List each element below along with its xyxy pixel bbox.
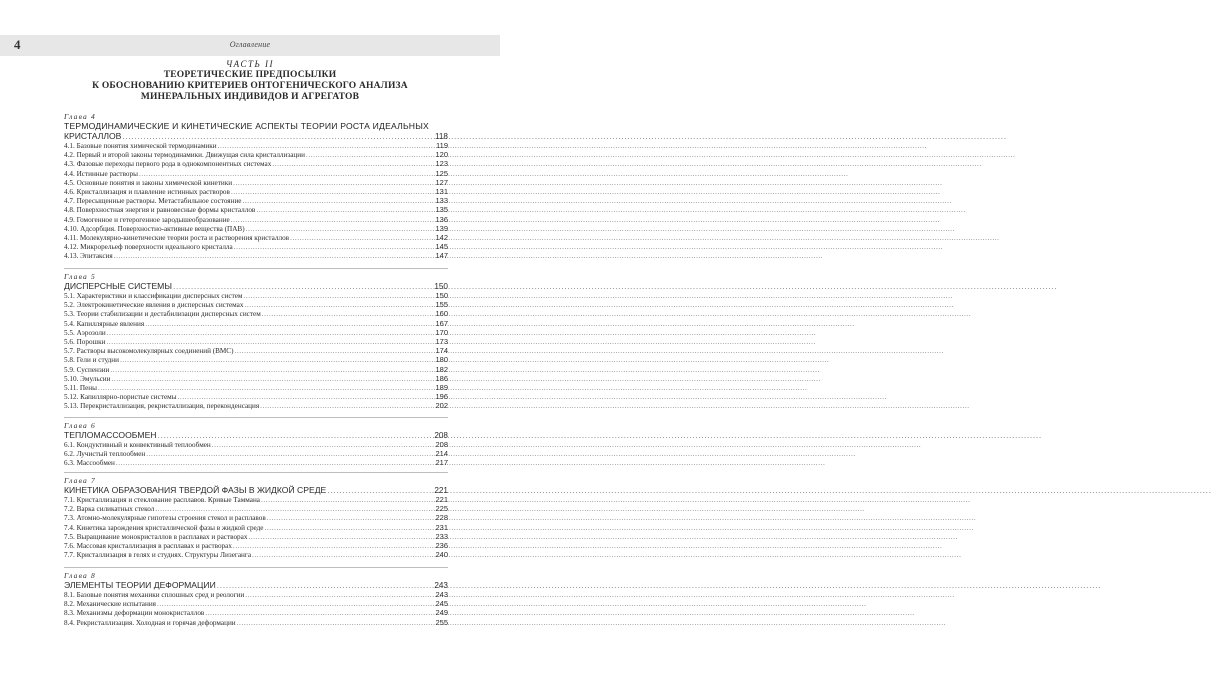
leader-dots	[231, 216, 435, 225]
entry-title: 5.10. Эмульсии	[64, 374, 111, 383]
page-ref: 123	[435, 159, 448, 169]
leader-dots	[234, 243, 435, 252]
page-ref: 249	[435, 608, 448, 618]
page-ref: 136	[435, 214, 448, 224]
leader-dots	[145, 320, 434, 329]
part-title-line: МИНЕРАЛЬНЫХ ИНДИВИДОВ И АГРЕГАТОВ	[140, 92, 360, 102]
leader-dots	[212, 441, 435, 450]
page-ref: 245	[435, 599, 448, 609]
chapter-title-row[interactable]	[64, 485, 448, 495]
toc-entry[interactable]	[64, 383, 448, 392]
entry-title: 8.2. Механические испытания	[64, 600, 156, 609]
leader-dots	[260, 402, 434, 411]
entry-title: 4.3. Фазовые переходы первого рода в однокомпонентных системах	[64, 160, 272, 169]
entry-title: 4.13. Эпитаксия	[64, 252, 113, 261]
chapter-title-cont: КРИСТАЛЛОВ	[64, 131, 122, 141]
chapter-title: КИНЕТИКА ОБРАЗОВАНИЯ ТВЕРДОЙ ФАЗЫ В ЖИДКОЙ СРЕДЕ	[64, 485, 327, 495]
chapter-8	[64, 571, 448, 627]
page-ref: 142	[435, 232, 448, 242]
toc-entry[interactable]	[64, 550, 448, 559]
entry-list	[64, 495, 448, 559]
page-ref: 214	[435, 449, 448, 459]
entry-title: 7.1. Кристаллизация и стеклование расплавов. Кривые Таммана	[64, 496, 260, 504]
toc-entry[interactable]	[64, 224, 448, 233]
chapter-label: Глава 4	[64, 112, 96, 121]
chapter-title-row[interactable]	[64, 131, 448, 141]
page-ref: 255	[435, 617, 448, 627]
entry-title: 5.6. Порошки	[64, 337, 106, 346]
leader-dots	[173, 281, 433, 291]
leader-dots	[264, 524, 434, 533]
page-ref: 180	[435, 355, 448, 365]
chapter-title: ЭЛЕМЕНТЫ ТЕОРИИ ДЕФОРМАЦИИ	[64, 580, 216, 590]
chapter-4	[64, 112, 448, 260]
page-ref: 145	[435, 242, 448, 252]
entry-title: 6.1. Кондуктивный и конвективный теплообмен	[64, 441, 211, 449]
page-ref: 127	[435, 177, 448, 187]
leader-dots	[205, 609, 434, 618]
toc-entry[interactable]	[64, 392, 448, 401]
entry-list	[64, 440, 448, 468]
toc-entry[interactable]	[64, 150, 448, 159]
leader-dots	[246, 225, 435, 234]
chapter-title-row[interactable]	[64, 430, 448, 440]
toc-entry[interactable]	[64, 328, 448, 337]
leader-dots	[122, 131, 434, 141]
toc-entry[interactable]	[64, 504, 448, 513]
toc-entry[interactable]	[64, 215, 448, 224]
entry-title: 5.1. Характеристики и классификации дисперсных систем	[64, 292, 243, 300]
leader-dots	[217, 580, 434, 590]
page-ref: 120	[435, 150, 448, 160]
part-title-line: ТЕОРЕТИЧЕСКИЕ ПРЕДПОСЫЛКИ	[163, 70, 337, 80]
entry-list	[64, 141, 448, 260]
leader-dots	[262, 310, 435, 319]
leader-dots	[290, 234, 434, 243]
part-heading	[60, 59, 440, 103]
toc-entry[interactable]	[64, 374, 448, 383]
toc-entry[interactable]	[64, 300, 448, 309]
toc-entry[interactable]	[64, 346, 448, 355]
page-ref: 133	[435, 196, 448, 206]
chapter-label: Глава 6	[64, 421, 96, 430]
page-ref: 189	[435, 382, 448, 392]
divider	[64, 472, 448, 473]
toc-entry[interactable]	[64, 401, 448, 410]
leader-dots	[233, 179, 434, 188]
leader-dots	[248, 533, 434, 542]
page-ref: 225	[435, 504, 448, 514]
running-head: Оглавление	[229, 40, 271, 49]
leader-dots	[110, 366, 434, 375]
chapter-label: Глава 5	[64, 272, 96, 281]
leader-dots	[327, 485, 433, 495]
page-number: 4	[14, 37, 21, 52]
page-ref: 173	[435, 336, 448, 346]
entry-title: 5.13. Перекристаллизация, рекристаллизация, переконденсация	[64, 402, 260, 411]
entry-title: 7.2. Варка силикатных стекол	[64, 505, 155, 514]
toc-entry[interactable]	[64, 291, 448, 300]
page-ref: 228	[435, 513, 448, 523]
leader-dots	[256, 206, 434, 215]
leader-dots	[114, 252, 435, 261]
leader-dots	[157, 600, 435, 609]
page-ref: 125	[435, 168, 448, 178]
leader-dots	[218, 142, 435, 151]
leader-dots	[231, 188, 435, 197]
page-ref: 139	[435, 223, 448, 233]
leader-dots	[98, 384, 435, 393]
divider	[64, 268, 448, 269]
entry-title: 5.8. Гели и студни	[64, 356, 119, 365]
toc-entry[interactable]	[64, 532, 448, 541]
toc-entry[interactable]	[64, 513, 448, 522]
page-ref: 240	[435, 550, 448, 560]
page-ref: 196	[435, 392, 448, 402]
toc-entry[interactable]	[64, 196, 448, 205]
page-ref: 186	[435, 373, 448, 383]
entry-title: 7.7. Кристаллизация в гелях и студнях. Структуры Лизеганга	[64, 551, 252, 560]
entry-title: 5.2. Электрокинетические явления в дисперсных системах	[64, 301, 244, 310]
leader-dots	[116, 459, 435, 468]
page-ref: 170	[435, 327, 448, 337]
entry-title: 5.5. Аэрозоли	[64, 328, 106, 337]
page-ref: 150	[434, 282, 448, 291]
toc-entry[interactable]	[64, 449, 448, 458]
chapter-title: ДИСПЕРСНЫЕ СИСТЕМЫ	[64, 281, 172, 291]
toc-entry[interactable]	[64, 590, 448, 599]
leader-dots	[237, 619, 435, 628]
page-ref: 147	[435, 251, 448, 261]
page-ref: 208	[434, 431, 448, 440]
leader-dots	[306, 151, 435, 160]
toc-entry[interactable]	[64, 618, 448, 627]
toc-entry[interactable]	[64, 205, 448, 214]
toc-entry[interactable]	[64, 169, 448, 178]
entry-title: 7.6. Массовая кристаллизация в расплавах и растворах	[64, 541, 232, 550]
leader-dots	[155, 505, 434, 514]
entry-title: 8.1. Базовые понятия механики сплошных сред и реологии	[64, 591, 245, 599]
toc-entry[interactable]	[64, 337, 448, 346]
entry-title: 5.4. Капиллярные явления	[64, 319, 145, 328]
page-ref: 182	[435, 364, 448, 374]
divider	[64, 417, 448, 418]
leader-dots	[106, 338, 434, 347]
chapter-title: ТЕРМОДИНАМИЧЕСКИЕ И КИНЕТИЧЕСКИЕ АСПЕКТЫ ТЕОРИИ РОСТА ИДЕАЛЬНЫХ	[64, 121, 429, 131]
page-ref: 202	[435, 401, 448, 411]
page-ref: 135	[435, 205, 448, 215]
part-title-line: К ОБОСНОВАНИЮ КРИТЕРИЕВ ОНТОГЕНИЧЕСКОГО АНАЛИЗА	[92, 81, 408, 91]
leader-dots	[158, 430, 434, 440]
page-ref: 243	[435, 590, 448, 599]
leader-dots	[272, 160, 434, 169]
toc-entry[interactable]	[64, 495, 448, 504]
page-ref: 131	[435, 186, 448, 196]
toc-entry[interactable]	[64, 608, 448, 617]
toc-entry[interactable]	[64, 178, 448, 187]
toc-entry[interactable]	[64, 355, 448, 364]
page-ref: 221	[435, 495, 448, 504]
page-ref: 150	[435, 291, 448, 300]
page-ref: 231	[435, 522, 448, 532]
page-ref: 119	[436, 141, 448, 150]
page-ref: 167	[435, 318, 448, 328]
entry-title: 5.12. Капиллярно-пористые системы	[64, 393, 177, 402]
toc-entry[interactable]	[64, 141, 448, 150]
chapter-6	[64, 421, 448, 468]
toc-entry[interactable]	[64, 309, 448, 318]
page-ref: 221	[434, 486, 448, 495]
chapter-label: Глава 8	[64, 571, 96, 580]
toc-entry[interactable]	[64, 440, 448, 449]
entry-title: 5.7. Растворы высокомолекулярных соединений (ВМС)	[64, 347, 234, 356]
chapter-title-row[interactable]	[64, 281, 448, 291]
entry-title: 5.9. Суспензии	[64, 365, 110, 374]
leader-dots	[139, 170, 435, 179]
divider	[64, 567, 448, 568]
leader-dots	[267, 514, 435, 523]
page-ref: 155	[435, 300, 448, 310]
entry-title: 4.2. Первый и второй законы термодинамики. Движущая сила кристаллизации	[64, 151, 305, 160]
page-ref: 160	[435, 309, 448, 319]
toc-entry[interactable]	[64, 458, 448, 467]
chapter-label: Глава 7	[64, 476, 96, 485]
toc-entry[interactable]	[64, 159, 448, 168]
chapter-7	[64, 476, 448, 559]
toc-entry[interactable]	[64, 233, 448, 242]
chapter-title-row[interactable]	[64, 580, 448, 590]
leader-dots	[146, 450, 434, 459]
page-ref: 217	[435, 458, 448, 468]
toc-entry[interactable]	[64, 365, 448, 374]
toc-entry[interactable]	[64, 523, 448, 532]
page-ref: 236	[435, 540, 448, 550]
entry-title: 8.4. Рекристаллизация. Холодная и горячая деформации	[64, 618, 236, 627]
entry-list	[64, 291, 448, 410]
entry-title: 4.8. Поверхностная энергия и равновесные формы кристаллов	[64, 206, 256, 215]
leader-dots	[243, 197, 435, 206]
entry-title: 6.2. Лучистый теплообмен	[64, 450, 146, 459]
toc-entry[interactable]	[64, 541, 448, 550]
entry-title: 4.5. Основные понятия и законы химической кинетики	[64, 178, 233, 187]
toc-entry[interactable]	[64, 599, 448, 608]
entry-title: 8.3. Механизмы деформации монокристаллов	[64, 609, 205, 618]
page-ref: 174	[435, 346, 448, 356]
page-ref: 208	[435, 440, 448, 449]
entry-title: 4.10. Адсорбция. Поверхностно-активные вещества (ПАВ)	[64, 224, 245, 233]
entry-title: 4.1. Базовые понятия химической термодинамики	[64, 142, 217, 150]
part-label: ЧАСТЬ II	[225, 59, 275, 69]
entry-title: 7.4. Кинетика зарождения кристаллической фазы в жидкой среде	[64, 523, 264, 532]
entry-title: 7.5. Выращивание монокристаллов в расплавах и растворах	[64, 532, 248, 541]
leader-dots	[261, 496, 435, 505]
entry-title: 4.6. Кристаллизация и плавление истинных растворов	[64, 187, 230, 196]
chapter-5	[64, 272, 448, 410]
leader-dots	[252, 551, 434, 560]
page-ref: 243	[434, 581, 448, 590]
leader-dots	[107, 329, 435, 338]
toc-entry[interactable]	[64, 251, 448, 260]
toc-entry[interactable]	[64, 242, 448, 251]
toc-entry[interactable]	[64, 319, 448, 328]
entry-list	[64, 590, 448, 627]
leader-dots	[112, 375, 435, 384]
page-ref: 118	[434, 132, 448, 141]
entry-title: 7.3. Атомно-молекулярные гипотезы строения стекол и расплавов	[64, 514, 266, 523]
leader-dots	[245, 591, 434, 600]
chapter-title: ТЕПЛОМАССООБМЕН	[64, 430, 157, 440]
toc-entry[interactable]	[64, 187, 448, 196]
page-ref: 233	[435, 531, 448, 541]
leader-dots	[244, 301, 434, 310]
entry-title: 4.11. Молекулярно-кинетические теории роста и растворения кристаллов	[64, 233, 290, 242]
entry-title: 6.3. Массообмен	[64, 459, 115, 468]
entry-title: 4.4. Истинные растворы	[64, 169, 138, 178]
leader-dots	[235, 347, 435, 356]
leader-dots	[120, 356, 435, 365]
leader-dots	[178, 393, 435, 402]
entry-title: 4.12. Микрорельеф поверхности идеального кристалла	[64, 243, 233, 252]
entry-title: 5.11. Пены	[64, 383, 97, 392]
entry-title: 5.3. Теории стабилизации и дестабилизации дисперсных систем	[64, 310, 261, 319]
entry-title: 4.9. Гомогенное и гетерогенное зародышеобразование	[64, 215, 230, 224]
leader-dots	[243, 292, 434, 301]
entry-title: 4.7. Пересыщенные растворы. Метастабильное состояние	[64, 197, 242, 206]
leader-dots	[233, 542, 435, 551]
